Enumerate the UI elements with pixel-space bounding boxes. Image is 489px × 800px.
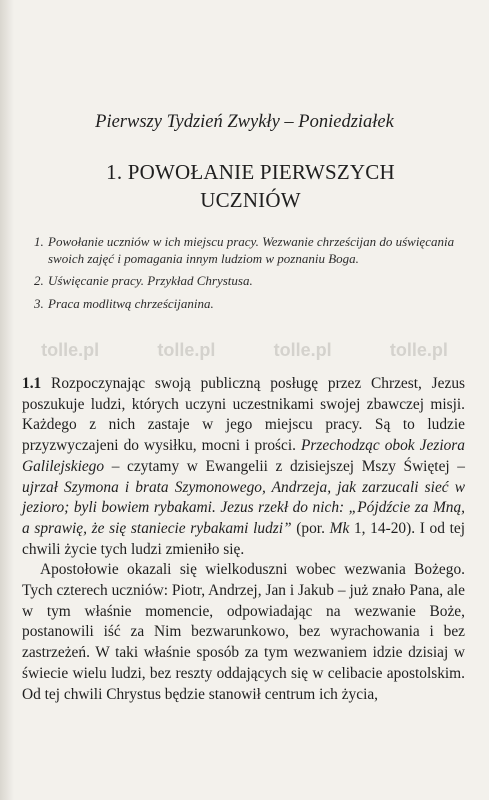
watermark-text: tolle.pl (157, 340, 216, 360)
paragraph-number: 1.1 (22, 375, 42, 392)
outline-item (34, 234, 467, 267)
body-text (22, 374, 465, 705)
chapter-outline (34, 234, 467, 318)
chapter-title-line-1: 1. POWOŁANIE PIERWSZYCH (106, 160, 395, 184)
text-run: (por. (291, 519, 330, 537)
chapter-title-line-2: UCZNIÓW (200, 188, 301, 212)
outline-item-text: Powołanie uczniów w ich miejscu pracy. Wezwanie chrześcijan do uświęcania swoich zajęć i pomagania innym ludziom w poznaniu Boga. (48, 234, 455, 266)
text-run: Rozpoczynając swoją publiczną posługę przez Chrzest, Jezus poszukuje ludzi, których uczyni uczestnikami swojej zbawczej misji. Każdego z nich zastaje w jego miejscu pracy. Są to ludzie przyzwyczajeni do wysiłku, mocni i prości. (22, 375, 465, 455)
watermark-text: tolle.pl (41, 340, 100, 360)
outline-item-text: Praca modlitwą chrześcijanina. (48, 295, 214, 311)
italic-run: Przechodząc obok Jeziora Galilejskiego (22, 437, 465, 475)
outline-item-number: 2. (34, 273, 44, 288)
chapter-title (30, 158, 471, 214)
outline-item-text: Uświęcanie pracy. Przykład Chrystusa. (48, 273, 253, 288)
scripture-quote: ujrzał Szymona i brata Szymonowego, Andrzeja, jak zarzucali sieć w jezioro; byli bowiem rybakami. Jezus rzekł do nich: „Pójdźcie za Mną, a sprawię, że się staniecie rybakami ludzi” (22, 478, 465, 537)
outline-item (34, 273, 467, 290)
running-header: Pierwszy Tydzień Zwykły – Poniedziałek (95, 112, 394, 132)
scripture-reference-book: Mk (329, 519, 350, 537)
paragraph-1 (22, 374, 465, 560)
watermark-text: tolle.pl (389, 340, 448, 360)
outline-item (34, 296, 467, 313)
text-run: 1, 14-20). I od tej chwili życie tych ludzi zmieniło się. (22, 519, 466, 558)
watermark-strip (0, 340, 489, 364)
paragraph-2: Apostołowie okazali się wielkoduszni wobec wezwania Bożego. Tych czterech uczniów: Piotr, Andrzej, Jan i Jakub – już znało Pana, ale w tym właśnie momencie, odpowiadając na wezwanie Boże, postanowili iść za Nim bezwarunkowo, bez wyrachowania i bez zastrzeżeń. W taki właśnie sposób za tym wezwaniem idzie dzisiaj w świecie wielu ludzi, bez reszty oddających się w celibacie apostolskim. Od tej chwili Chrystus będzie stanowił centrum ich życia, (22, 561, 465, 703)
outline-item-number: 3. (34, 295, 44, 311)
watermark-text: tolle.pl (273, 340, 332, 360)
text-run: – czytamy w Ewangelii z dzisiejszej Mszy Świętej – (104, 457, 465, 475)
outline-item-number: 1. (34, 234, 44, 249)
